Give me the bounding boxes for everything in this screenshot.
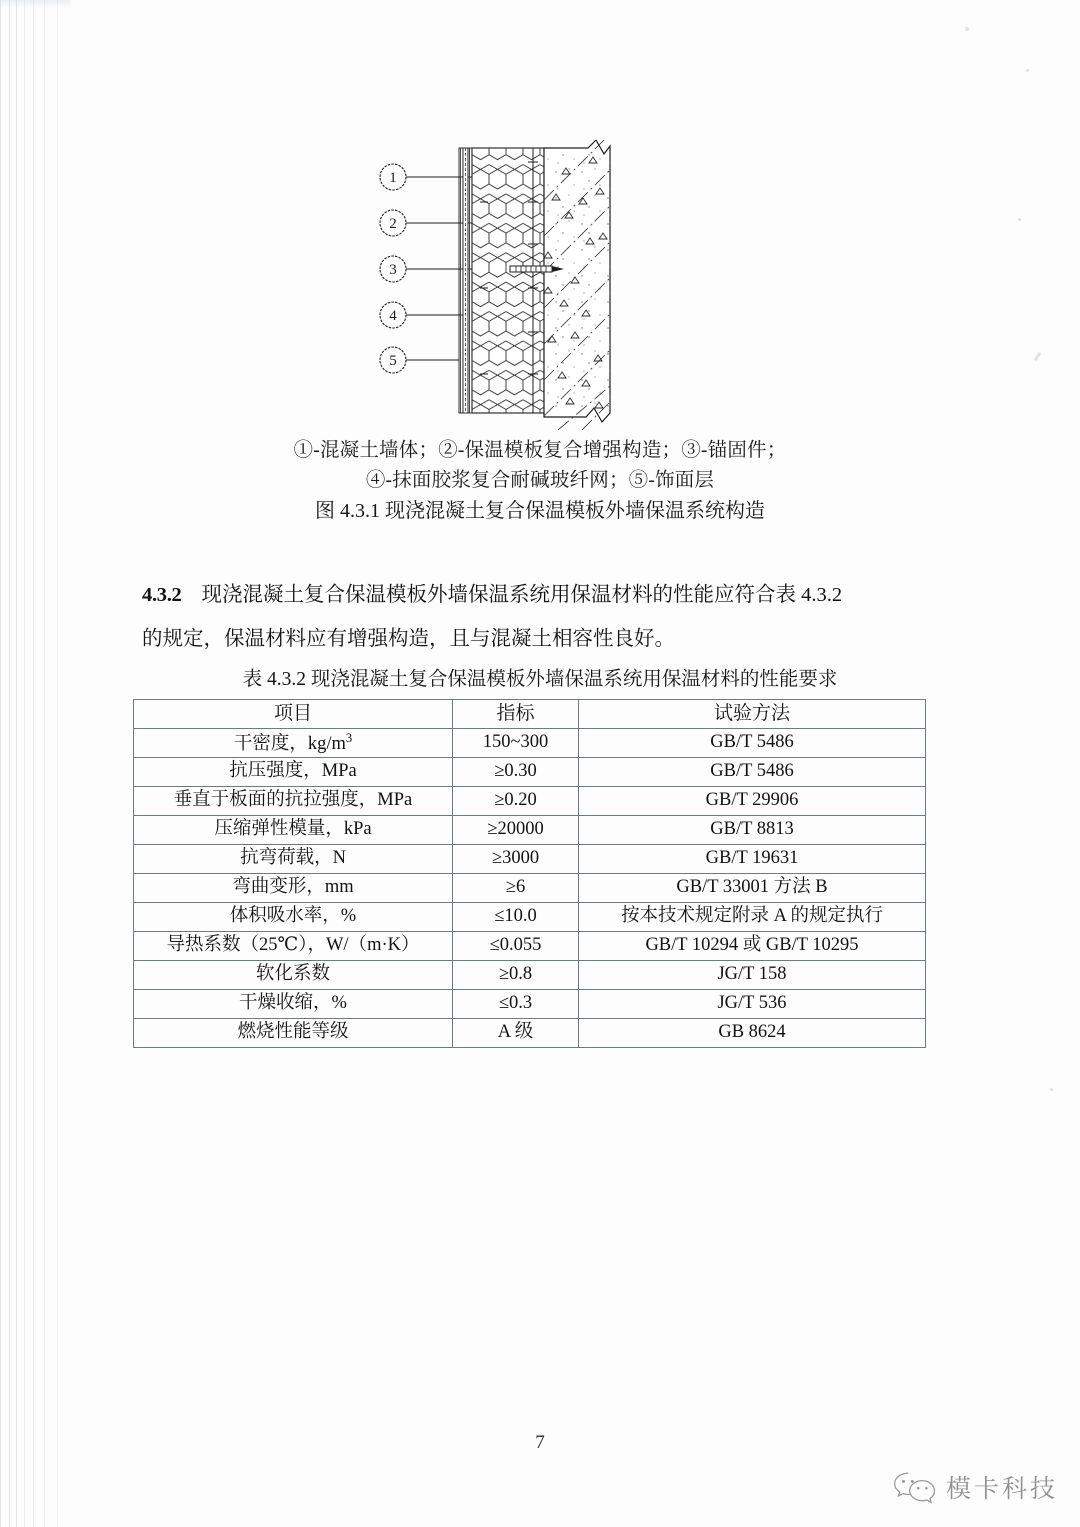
- scan-speck: [1050, 1088, 1053, 1091]
- clause-first-line: [142, 573, 942, 617]
- cell-item: 压缩弹性模量，kPa: [134, 816, 453, 845]
- cell-item: 干密度，$kg/m^3$: [134, 729, 453, 758]
- cell-item: 导热系数（25℃），W/（m·K）: [134, 932, 453, 961]
- table-row: [134, 961, 926, 990]
- cell-item: 抗压强度，MPa: [134, 758, 453, 787]
- cell-index: ≤0.055: [453, 932, 579, 961]
- cell-index: ≥0.8: [453, 961, 579, 990]
- cell-index: ≤10.0: [453, 903, 579, 932]
- cell-method: 按本技术规定附录 A 的规定执行: [579, 903, 926, 932]
- table-row: [134, 1019, 926, 1048]
- cell-method: GB/T 5486: [579, 729, 926, 758]
- column-header-method: 试验方法: [579, 700, 926, 729]
- material-performance-table: [133, 699, 926, 1048]
- table-row: [134, 874, 926, 903]
- svg-text:4: 4: [389, 308, 397, 324]
- cell-index: ≥20000: [453, 816, 579, 845]
- svg-text:1: 1: [389, 170, 397, 186]
- cell-index: ≤0.3: [453, 990, 579, 1019]
- cell-method: JG/T 158: [579, 961, 926, 990]
- cell-item: 垂直于板面的抗拉强度，MPa: [134, 787, 453, 816]
- clause-4-3-2: [142, 573, 942, 661]
- cell-method: GB/T 10294 或 GB/T 10295: [579, 932, 926, 961]
- table-header-row: [134, 700, 926, 729]
- table-row: [134, 816, 926, 845]
- figure-legend: [0, 436, 1080, 496]
- table-row: [134, 990, 926, 1019]
- cell-method: JG/T 536: [579, 990, 926, 1019]
- brand-watermark: [892, 1469, 1058, 1505]
- cell-method: GB/T 8813: [579, 816, 926, 845]
- table-body: [134, 729, 926, 1048]
- cell-index: ≥0.30: [453, 758, 579, 787]
- wall-section-diagram: [370, 140, 710, 430]
- svg-text:5: 5: [389, 353, 397, 369]
- cell-item: 弯曲变形，mm: [134, 874, 453, 903]
- table-row: [134, 845, 926, 874]
- svg-text:2: 2: [389, 216, 397, 232]
- figure-4-3-1: [0, 140, 1080, 430]
- cell-item: 软化系数: [134, 961, 453, 990]
- callout-numbers: [389, 170, 397, 369]
- clause-text-line-2: 的规定，保温材料应有增强构造，且与混凝土相容性良好。: [142, 628, 675, 650]
- cell-item: 体积吸水率，%: [134, 903, 453, 932]
- scan-speck: [1026, 69, 1029, 72]
- figure-caption: 图 4.3.1 现浇混凝土复合保温模板外墙保温系统构造: [315, 500, 765, 522]
- figure-legend-line-2: ④-抹面胶浆复合耐碱玻纤网；⑤-饰面层: [365, 470, 715, 491]
- clause-text-line-1: 现浇混凝土复合保温模板外墙保温系统用保温材料的性能应符合表 4.3.2: [201, 584, 843, 606]
- brand-name: 模卡科技: [945, 1475, 1058, 1503]
- figure-legend-line-1: ①-混凝土墙体；②-保温模板复合增强构造；③-锚固件；: [293, 440, 787, 461]
- cell-method: GB/T 5486: [579, 758, 926, 787]
- page-number: 7: [535, 1432, 545, 1453]
- cell-method: GB/T 33001 方法 B: [579, 874, 926, 903]
- cell-index: ≥0.20: [453, 787, 579, 816]
- table-caption: 表 4.3.2 现浇混凝土复合保温模板外墙保温系统用保温材料的性能要求: [242, 669, 838, 690]
- cell-item: 燃烧性能等级: [134, 1019, 453, 1048]
- cell-method: GB/T 29906: [579, 787, 926, 816]
- cell-index: ≥3000: [453, 845, 579, 874]
- table-row: [134, 729, 926, 758]
- scan-speck: [965, 27, 969, 31]
- cell-method: GB/T 19631: [579, 845, 926, 874]
- cell-method: GB 8624: [579, 1019, 926, 1048]
- cell-index: A 级: [453, 1019, 579, 1048]
- table-row: [134, 787, 926, 816]
- cell-item: 抗弯荷载，N: [134, 845, 453, 874]
- column-header-item: 项目: [134, 700, 453, 729]
- clause-number: 4.3.2: [142, 584, 182, 606]
- table-row: [134, 758, 926, 787]
- table-row: [134, 903, 926, 932]
- table-row: [134, 932, 926, 961]
- cell-item: 干燥收缩，%: [134, 990, 453, 1019]
- cell-index: 150~300: [453, 729, 579, 758]
- svg-text:3: 3: [389, 262, 397, 278]
- wechat-icon: [892, 1470, 936, 1504]
- column-header-index: 指标: [453, 700, 579, 729]
- cell-index: ≥6: [453, 874, 579, 903]
